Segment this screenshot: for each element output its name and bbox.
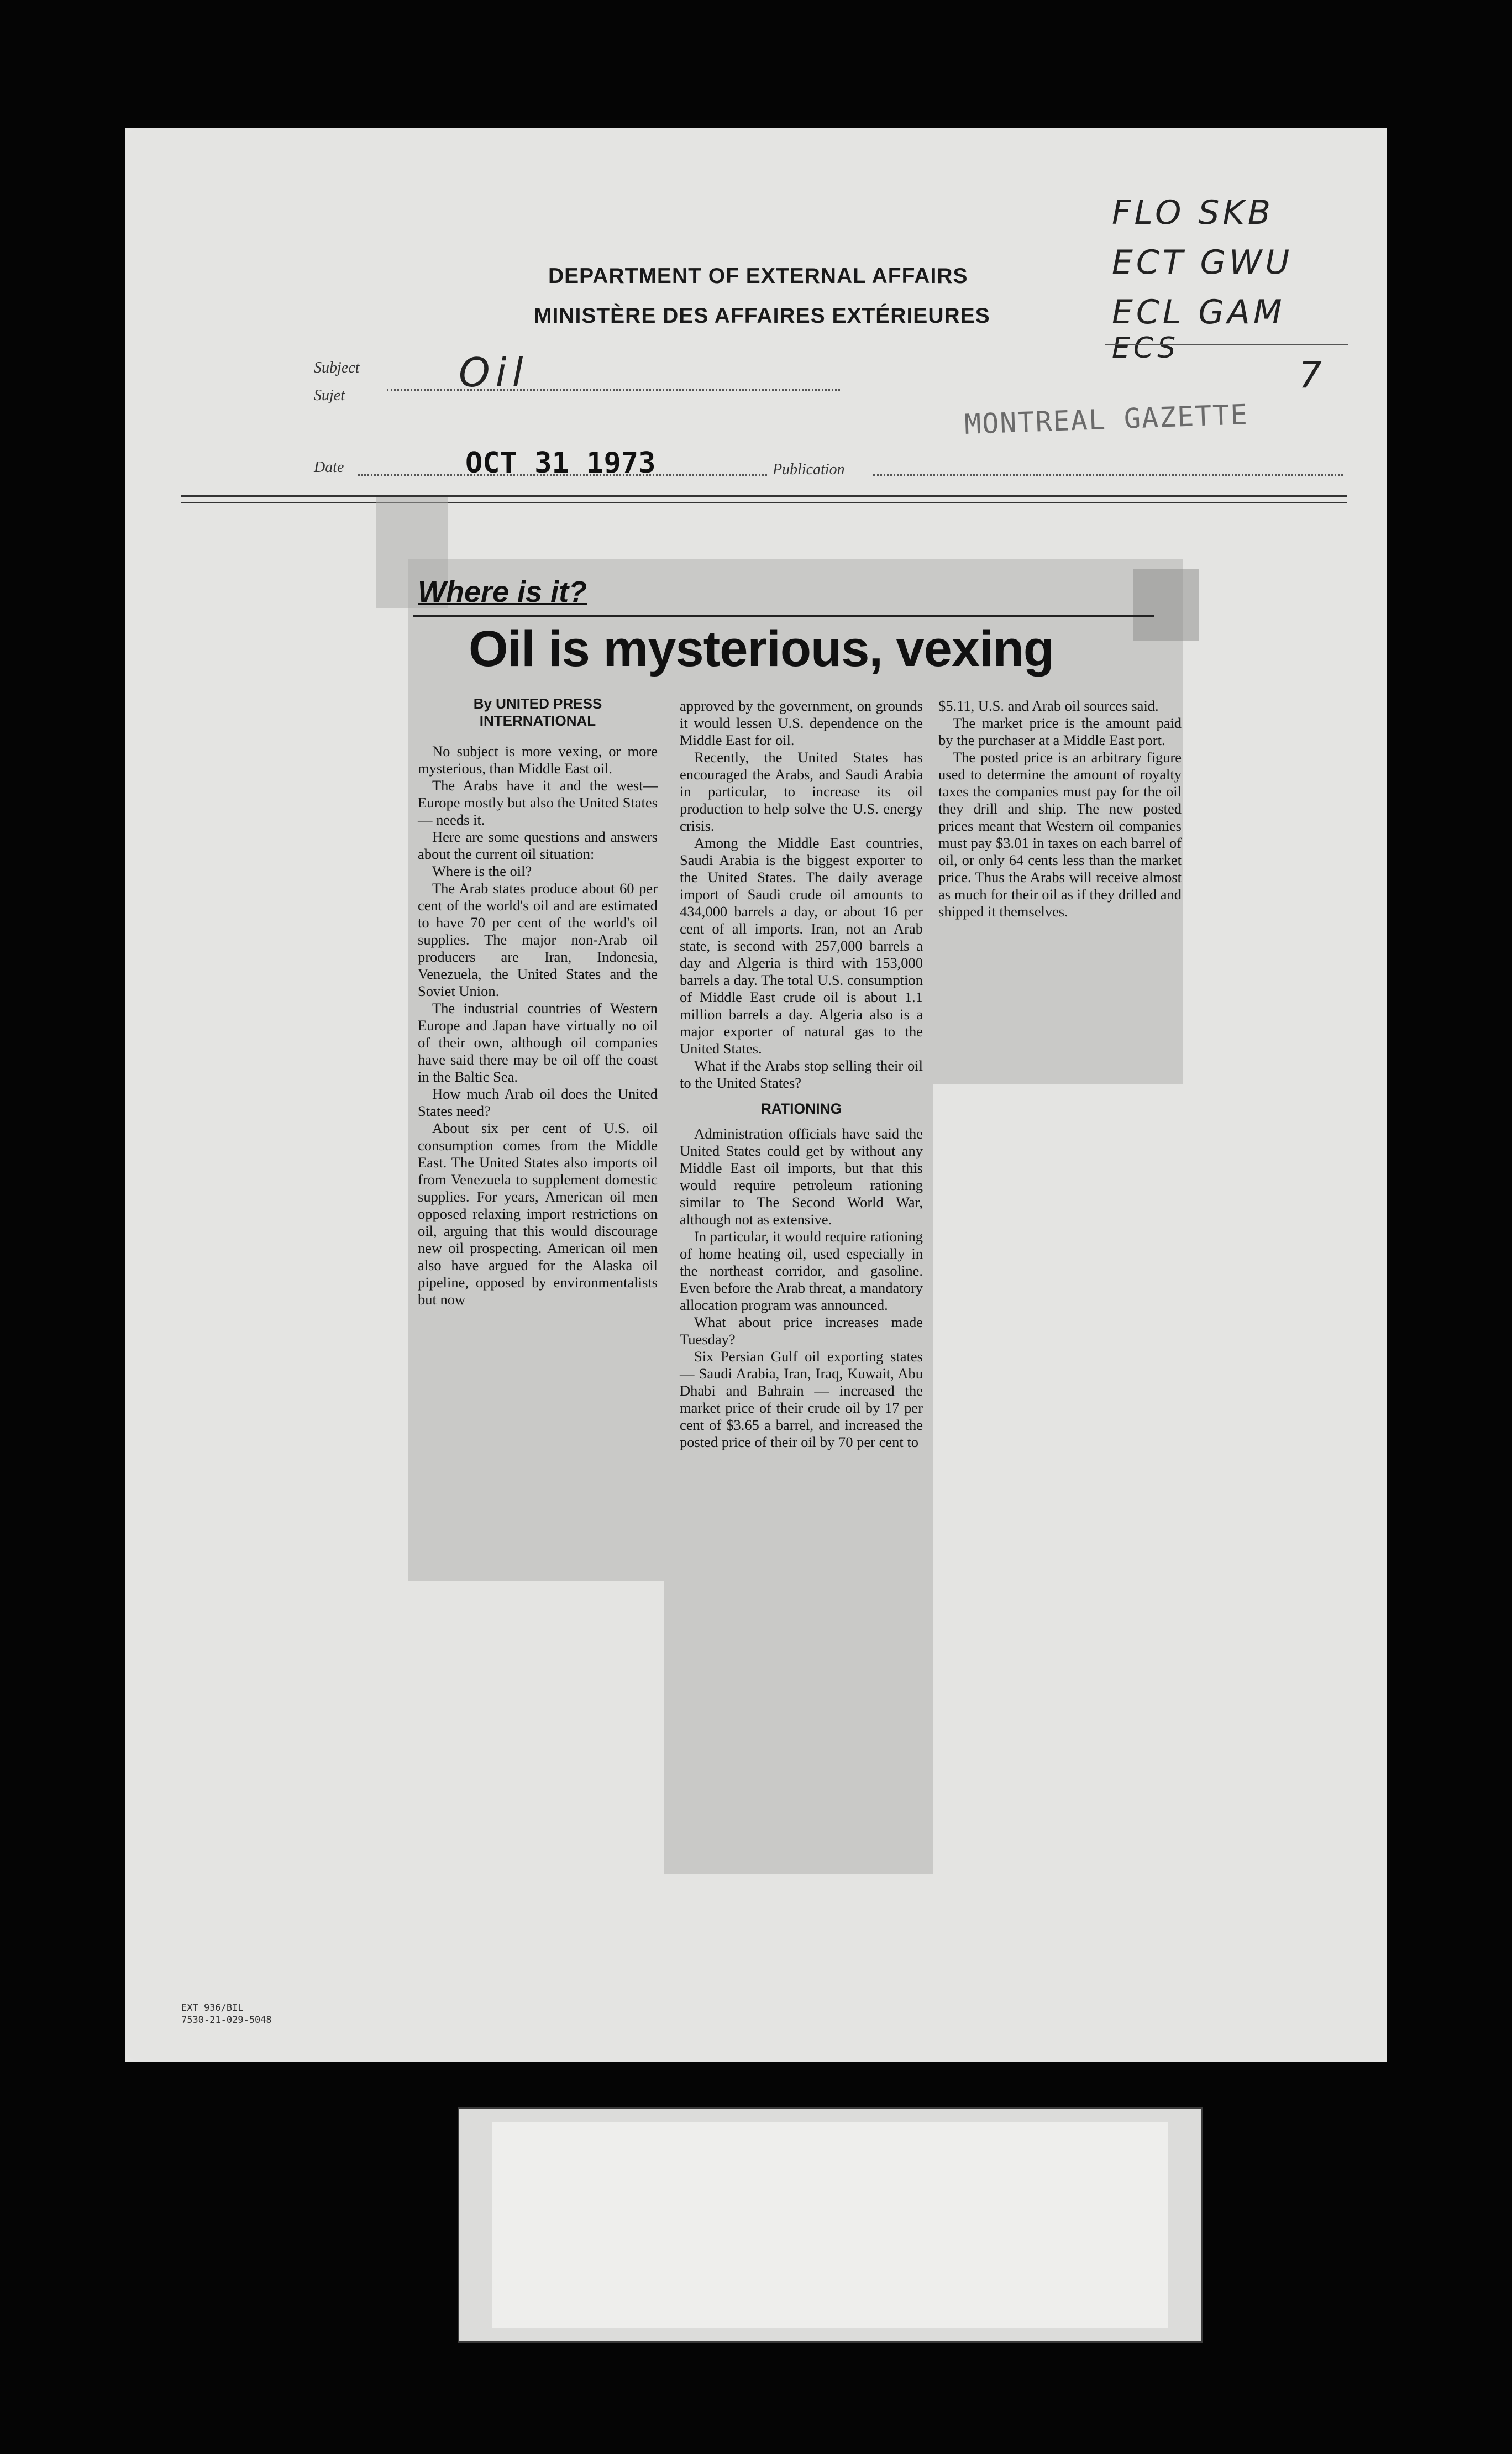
subject-label-fr: Sujet	[314, 387, 345, 404]
form-code-2: 7530-21-029-5048	[181, 2015, 272, 2026]
routing-line-3: ECL GAM	[1112, 293, 1285, 332]
col3-paragraph: $5.11, U.S. and Arab oil sources said.	[938, 698, 1159, 714]
col1-paragraph: The Arabs have it and the west—Europe mostly but also the United States — needs it.	[418, 777, 658, 828]
routing-underline	[1105, 344, 1348, 345]
department-title-en: DEPARTMENT OF EXTERNAL AFFAIRS	[548, 264, 968, 288]
header-rule-top	[181, 495, 1347, 497]
col2-question: What if the Arabs stop selling their oil to the United States?	[680, 1057, 923, 1091]
col2-paragraph: approved by the government, on grounds it would lessen U.S. dependence on the Middle East for oil.	[680, 698, 923, 748]
subject-line	[387, 389, 840, 391]
col2-paragraph: Among the Middle East countries, Saudi Arabia is the biggest exporter to the United States. The daily average import of Saudi crude oil amounts to 434,000 barrels a day, or about 16 per cent of all imports. Iran, not an Arab state, is second with 257,000 barrels a day and Algeria is third with 153,000 barrels a day. The total U.S. consumption of Middle East crude oil is about 1.1 million barrels a day. Algeria also is a major exporter of natural gas to the United States.	[680, 835, 923, 1057]
film-stub	[458, 2107, 1203, 2343]
article-headline: Oil is mysterious, vexing	[469, 621, 1054, 677]
routing-line-2: ECT GWU	[1112, 243, 1293, 282]
col3-paragraph: The market price is the amount paid by the purchaser at a Middle East port.	[938, 715, 1182, 748]
rationing-subhead: RATIONING	[760, 1100, 842, 1117]
subject-label: Subject	[314, 359, 360, 376]
publication-stamp: MONTREAL GAZETTE	[964, 398, 1249, 441]
date-stamp: OCT 31 1973	[465, 447, 656, 480]
tape-top-right	[1133, 569, 1199, 641]
article-column-3	[938, 698, 1182, 920]
article-column-1	[418, 695, 658, 1308]
col1-question: How much Arab oil does the United States need?	[418, 1086, 658, 1119]
header-rule-bottom	[181, 502, 1347, 503]
article-byline: By UNITED PRESS INTERNATIONAL	[473, 695, 602, 729]
article-kicker: Where is it?	[418, 575, 587, 609]
routing-line-1: FLO SKB	[1112, 193, 1274, 232]
col1-paragraph: About six per cent of U.S. oil consumption comes from the Middle East. The United States also imports oil from Venezuela to supplement domestic supplies. For years, American oil men opposed relaxing import restrictions on oil, arguing that this would discourage new oil prospecting. American oil men also have argued for the Alaska oil pipeline, opposed by environmentalists but now	[418, 1120, 658, 1308]
routing-line-4: ECS	[1112, 332, 1179, 365]
date-label: Date	[314, 459, 344, 476]
page-mark: 7	[1299, 354, 1325, 396]
film-stub-inner	[492, 2122, 1168, 2328]
department-title-fr: MINISTÈRE DES AFFAIRES EXTÉRIEURES	[534, 304, 990, 328]
form-code-1: EXT 936/BIL	[181, 2002, 244, 2013]
col1-paragraph: The industrial countries of Western Europe and Japan have virtually no oil of their own, although oil companies have said there may be oil off the coast in the Baltic Sea.	[418, 1000, 658, 1085]
col2-paragraph: In particular, it would require rationing of home heating oil, used especially in the northeast corridor, and gasoline. Even before the Arab threat, a mandatory allocation program was announced.	[680, 1228, 923, 1313]
col2-paragraph: Six Persian Gulf oil exporting states — Saudi Arabia, Iran, Iraq, Kuwait, Abu Dhabi and Bahrain — increased the market price of their crude oil by 17 per cent of $3.65 a barrel, and increased the posted price of their oil by 70 per cent to	[680, 1348, 923, 1450]
col1-paragraph: The Arab states produce about 60 per cent of the world's oil and are estimated to have 70 per cent of the world's oil supplies. The major non-Arab oil producers are Iran, Indonesia, Venezuela, the United States and the Soviet Union.	[418, 880, 658, 999]
publication-label: Publication	[773, 461, 845, 478]
col3-paragraph: The posted price is an arbitrary figure used to determine the amount of royalty taxes the companies must pay for the oil they drill and ship. The new posted prices meant that Western oil companies must pay $3.01 in taxes on each barrel of oil, or only 64 cents less than the market price. Thus the Arabs will receive almost as much for their oil as if they drilled and shipped it themselves.	[938, 749, 1182, 920]
col2-question: What about price increases made Tuesday?	[680, 1314, 923, 1347]
kicker-rule	[413, 615, 1154, 617]
publication-line	[873, 474, 1343, 476]
subject-value: Oil	[459, 349, 529, 396]
col2-paragraph: Recently, the United States has encouraged the Arabs, and Saudi Arabia in particular, to increase its oil production to help solve the U.S. energy crisis.	[680, 749, 923, 834]
col1-question: Where is the oil?	[432, 863, 532, 879]
article-column-2	[680, 698, 923, 1451]
col1-paragraph: No subject is more vexing, or more mysterious, than Middle East oil.	[418, 743, 658, 777]
col1-paragraph: Here are some questions and answers about the current oil situation:	[418, 829, 658, 862]
col2-paragraph: Administration officials have said the United States could get by without any Middle East oil imports, but that this would require petroleum rationing similar to The Second World War, although not as extensive.	[680, 1125, 923, 1228]
